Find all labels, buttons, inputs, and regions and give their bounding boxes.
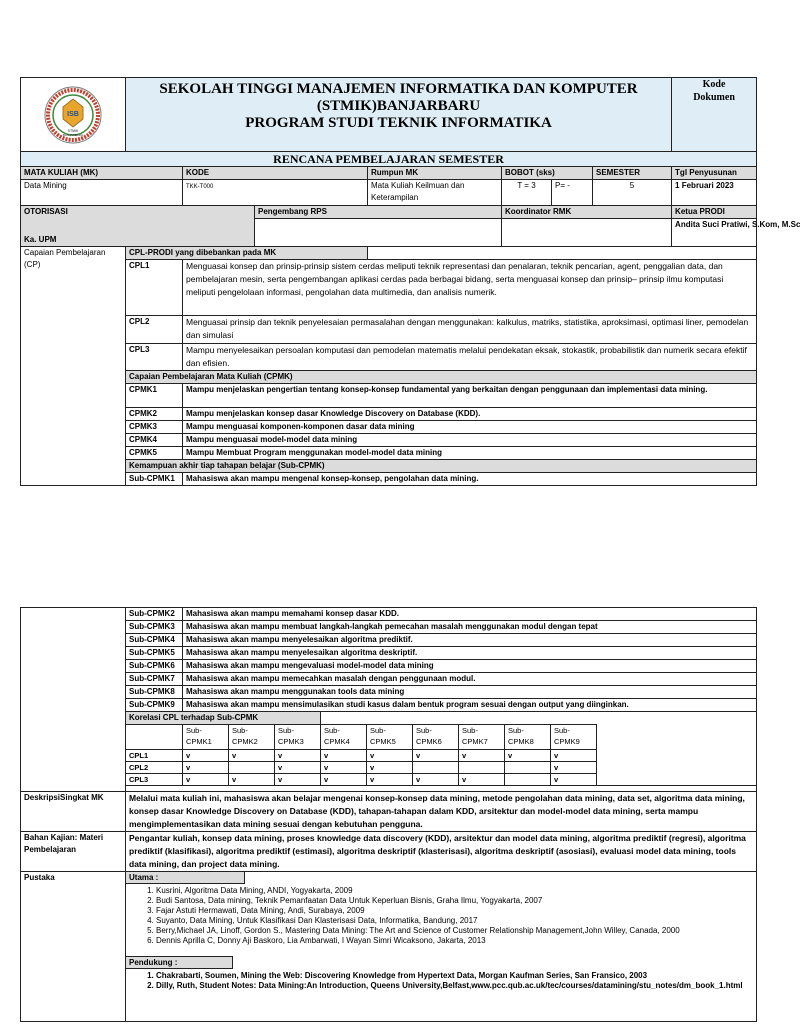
korelasi-cell: v <box>413 750 459 762</box>
korelasi-tail <box>597 762 757 774</box>
utama-item: 6. Dennis Aprilla C, Donny Aji Baskoro, Lia Ambarwati, I Wayan Simri Wicaksono, Jakarta, 2013 <box>156 936 756 946</box>
sub-cpmk-code: Sub-CPMK2 <box>126 608 183 621</box>
korelasi-cell: v <box>275 750 321 762</box>
utama-item: 2. Budi Santosa, Data mining, Teknik Pemanfaatan Data Untuk Keperluan Bisnis, Graha Ilmu, Yogyakarta, 2007 <box>156 896 756 906</box>
course-kode <box>183 180 368 206</box>
sub-cpmk-code: Sub-CPMK5 <box>126 647 183 660</box>
stmik-logo <box>43 85 103 145</box>
utama-item: 4. Suyanto, Data Mining, Untuk Klasifikasi Dan Klasterisasi Data, Informatika, Bandung, 2017 <box>156 916 756 926</box>
korelasi-cell: v <box>275 762 321 774</box>
korelasi-col-header-line-1: Sub- <box>462 726 478 735</box>
hdr-kode: KODE <box>183 167 368 180</box>
pendukung-item: 2. Dilly, Ruth, Student Notes: Data Mining:An Introduction, Queens University,Belfast,www.pcc.qub.ac.uk/tec/courses/datamining/stu_notes/dm_book_1.html <box>156 981 756 991</box>
cp-label-continued <box>21 608 126 792</box>
korelasi-cell: v <box>505 750 551 762</box>
cp-label <box>21 247 126 486</box>
korelasi-col-header-line-2: CPMK6 <box>416 737 442 746</box>
korelasi-cell: v <box>183 750 229 762</box>
pendukung-list <box>126 971 756 991</box>
korelasi-col-header <box>413 725 459 750</box>
hdr-semester: SEMESTER <box>593 167 672 180</box>
pustaka-content <box>126 872 757 1022</box>
korelasi-heading-spacer <box>321 712 757 725</box>
pustaka-label: Pustaka <box>21 872 126 1022</box>
korelasi-cell: v <box>367 750 413 762</box>
title-line-3: PROGRAM STUDI TEKNIK INFORMATIKA <box>245 115 552 131</box>
sub-cpmk-code: Sub-CPMK8 <box>126 686 183 699</box>
korelasi-col-header-line-1: Sub- <box>186 726 202 735</box>
cpmk5-code: CPMK5 <box>126 447 183 460</box>
koordinator-label: Koordinator RMK <box>502 206 672 219</box>
korelasi-col-header <box>229 725 275 750</box>
doc-code-cell <box>672 78 757 152</box>
korelasi-col-header-line-1: Sub- <box>554 726 570 735</box>
korelasi-col-header-line-1: Sub- <box>232 726 248 735</box>
bahan-label-line-2: Pembelajaran <box>24 845 77 854</box>
korelasi-row-label: CPL2 <box>126 762 183 774</box>
bahan-text: Pengantar kuliah, konsep data mining, proses knowledge data discovery (KDD), arsitektur dan model data mining, algoritma prediktif (regresi), algoritma prediktif (klasifikasi), algoritma prediktif (estimasi), algoritma deskriptif (klasterisasi), algoritma deskriptif (asosiasi), evaluasi model data mining, tools data mining, dan project data mining. <box>126 832 757 872</box>
course-name: Data Mining <box>21 180 183 206</box>
utama-item: 3. Fajar Astuti Hermawati, Data Mining, Andi, Surabaya, 2009 <box>156 906 756 916</box>
korelasi-cell <box>505 774 551 786</box>
korelasi-col-header-line-1: Sub- <box>324 726 340 735</box>
korelasi-col-header-line-2: CPMK3 <box>278 737 304 746</box>
koordinator-value <box>502 219 672 247</box>
korelasi-cell: v <box>183 762 229 774</box>
title-line-2: (STMIK)BANJARBARU <box>316 98 481 114</box>
hdr-bobot: BOBOT (sks) <box>502 167 593 180</box>
sub-cpmk-code: Sub-CPMK4 <box>126 634 183 647</box>
rps-page-2 <box>20 607 757 1022</box>
korelasi-cell: v <box>459 750 505 762</box>
pengembang-label: Pengembang RPS <box>255 206 502 219</box>
pendukung-item: 1. Chakrabarti, Soumen, Mining the Web: Discovering Knowledge from Hypertext Data, Morgan Kaufman Series, San Fransico, 2003 <box>156 971 756 981</box>
sub-cpmk1-code: Sub-CPMK1 <box>126 473 183 486</box>
sub-cpmk-code: Sub-CPMK3 <box>126 621 183 634</box>
korelasi-cell: v <box>551 750 597 762</box>
ka-upm-label: Ka. UPM <box>24 235 57 244</box>
hdr-mata-kuliah: MATA KULIAH (MK) <box>21 167 183 180</box>
sub-cpmk-code: Sub-CPMK7 <box>126 673 183 686</box>
utama-list <box>126 886 756 946</box>
korelasi-col-header-line-2: CPMK5 <box>370 737 396 746</box>
korelasi-col-header <box>551 725 597 750</box>
course-p: P= - <box>552 180 593 206</box>
cpmk1-text: Mampu menjelaskan pengertian tentang konsep-konsep fundamental yang berkaitan dengan penggunaan dan implementasi data mining. <box>183 384 757 408</box>
korelasi-col-header <box>183 725 229 750</box>
korelasi-heading: Korelasi CPL terhadap Sub-CPMK <box>126 712 321 725</box>
cpl2-text: Menguasai prinsip dan teknik penyelesaian permasalahan dengan menggunakan: kalkulus, matriks, statistika, aproksimasi, optimasi liner, pemodelan dan simulasi <box>183 316 757 344</box>
sub-cpmk-code: Sub-CPMK6 <box>126 660 183 673</box>
sub-cpmk-text: Mahasiswa akan mampu memahami konsep dasar KDD. <box>183 608 757 621</box>
rps-page-1 <box>20 77 800 486</box>
sub-cpmk-text: Mahasiswa akan mampu menyelesaikan algoritma deskriptif. <box>183 647 757 660</box>
cpmk3-text: Mampu menguasai komponen-komponen dasar data mining <box>183 421 757 434</box>
deskripsi-label: DeskripsiSingkat MK <box>21 792 126 832</box>
korelasi-col-header-line-2: CPMK7 <box>462 737 488 746</box>
logo-text-1: STMIK <box>67 128 79 133</box>
rps-title: RENCANA PEMBELAJARAN SEMESTER <box>21 152 757 167</box>
deskripsi-text: Melalui mata kuliah ini, mahasiswa akan belajar mengenai konsep-konsep data mining, metode pengolahan data mining, data set, algoritma data mining, konsep dasar Knowledge Discovery on Database (KDD), tahapan-tahapan dalam KDD, arsitektur dan model-model data mining, serta mampu mengimplementasikan data mining sesuai dengan kebutuhan pengguna. <box>126 792 757 832</box>
institution-title <box>126 78 672 152</box>
korelasi-col-header <box>275 725 321 750</box>
pengembang-value <box>255 219 502 247</box>
cpmk4-code: CPMK4 <box>126 434 183 447</box>
svg-text:ISB: ISB <box>67 110 79 118</box>
cpl2-code: CPL2 <box>126 316 183 344</box>
sub-cpmk1-text: Mahasiswa akan mampu mengenal konsep-konsep, pengolahan data mining. <box>183 473 757 486</box>
course-rumpun: Mata Kuliah Keilmuan dan Keterampilan <box>368 180 502 206</box>
sub-cpmk-text: Mahasiswa akan mampu menggunakan tools data mining <box>183 686 757 699</box>
korelasi-tail <box>597 750 757 762</box>
cpl3-code: CPL3 <box>126 344 183 371</box>
sub-cpmk-text: Mahasiswa akan mampu mengevaluasi model-model data mining <box>183 660 757 673</box>
korelasi-col-header <box>505 725 551 750</box>
korelasi-col-header-line-2: CPMK4 <box>324 737 350 746</box>
sub-cpmk-text: Mahasiswa akan mampu membuat langkah-langkah pemecahan masalah menggunakan modul dengan tepat <box>183 621 757 634</box>
korelasi-cell <box>459 762 505 774</box>
korelasi-tail <box>597 774 757 786</box>
otorisasi-label: OTORISASI <box>24 207 68 216</box>
course-semester: 5 <box>593 180 672 206</box>
logo-cell <box>21 78 126 152</box>
sub-cpmk-text: Mahasiswa akan mampu menyelesaikan algoritma prediktif. <box>183 634 757 647</box>
korelasi-row-label: CPL3 <box>126 774 183 786</box>
korelasi-cell: v <box>459 774 505 786</box>
korelasi-cell: v <box>367 762 413 774</box>
korelasi-col-header-line-1: Sub- <box>278 726 294 735</box>
hdr-rumpun: Rumpun MK <box>368 167 502 180</box>
cpmk4-text: Mampu menguasai model-model data mining <box>183 434 757 447</box>
sub-cpmk-text: Mahasiswa akan mampu memecahkan masalah dengan penggunaan modul. <box>183 673 757 686</box>
korelasi-col-header-line-2: CPMK2 <box>232 737 258 746</box>
korelasi-corner <box>126 725 183 750</box>
cpmk5-text: Mampu Membuat Program menggunakan model-model data mining <box>183 447 757 460</box>
utama-label: Utama : <box>126 872 245 884</box>
otorisasi-cell <box>21 206 255 247</box>
korelasi-col-header-line-2: CPMK1 <box>186 737 212 746</box>
korelasi-col-header-line-2: CPMK8 <box>508 737 534 746</box>
korelasi-cell: v <box>321 762 367 774</box>
korelasi-cell: v <box>183 774 229 786</box>
cpmk-heading: Capaian Pembelajaran Mata Kuliah (CPMK) <box>126 371 757 384</box>
title-line-1: SEKOLAH TINGGI MANAJEMEN INFORMATIKA DAN KOMPUTER <box>159 81 638 97</box>
sub-cpmk-heading: Kemampuan akhir tiap tahapan belajar (Sub-CPMK) <box>126 460 757 473</box>
korelasi-col-header-line-2: CPMK9 <box>554 737 580 746</box>
hdr-tgl: Tgl Penyusunan <box>672 167 757 180</box>
korelasi-cell <box>229 762 275 774</box>
cpmk2-code: CPMK2 <box>126 408 183 421</box>
korelasi-cell: v <box>551 762 597 774</box>
course-tgl: 1 Februari 2023 <box>672 180 757 206</box>
sub-cpmk-code: Sub-CPMK9 <box>126 699 183 712</box>
course-t: T = 3 <box>502 180 552 206</box>
cpl-heading: CPL-PRODI yang dibebankan pada MK <box>126 247 368 260</box>
korelasi-col-header <box>367 725 413 750</box>
cpmk2-text: Mampu menjelaskan konsep dasar Knowledge Discovery on Database (KDD). <box>183 408 757 421</box>
korelasi-cell <box>413 762 459 774</box>
sub-cpmk-text: Mahasiswa akan mampu mensimulasikan studi kasus dalam bentuk program sesuai dengan output yang diinginkan. <box>183 699 757 712</box>
korelasi-cell: v <box>321 774 367 786</box>
cpmk3-code: CPMK3 <box>126 421 183 434</box>
cpl3-text: Mampu menyelesaikan persoalan komputasi dan pemodelan matematis melalui pendekatan eksak, stokastik, probabilistik dan numerik secara efektif dan efisien. <box>183 344 757 371</box>
korelasi-cell: v <box>275 774 321 786</box>
bahan-label <box>21 832 126 872</box>
korelasi-cell: v <box>229 750 275 762</box>
korelasi-cell <box>505 762 551 774</box>
doc-code-label-2: Dokumen <box>693 92 735 103</box>
ketua-label: Ketua PRODI <box>672 206 757 219</box>
korelasi-col-header <box>321 725 367 750</box>
cpmk1-code: CPMK1 <box>126 384 183 408</box>
korelasi-tail <box>597 725 757 750</box>
doc-code-label-1: Kode <box>702 79 726 90</box>
korelasi-cell: v <box>229 774 275 786</box>
cpl1-code: CPL1 <box>126 260 183 316</box>
korelasi-cell: v <box>551 774 597 786</box>
korelasi-cell: v <box>321 750 367 762</box>
utama-item: 5. Berry,Michael JA, Linoff, Gordon S., Mastering Data Mining: The Art and Science of Customer Relationship Management,John Willey, Canada, 2000 <box>156 926 756 936</box>
course-kode-text: TKK-T000 <box>186 184 214 190</box>
bahan-label-line-1: Bahan Kajian: Materi <box>24 833 104 842</box>
korelasi-row-label: CPL1 <box>126 750 183 762</box>
korelasi-col-header-line-1: Sub- <box>416 726 432 735</box>
cp-label-line-2: (CP) <box>24 260 41 269</box>
korelasi-cell: v <box>413 774 459 786</box>
logo-text-2: BANJARBARU <box>62 132 84 137</box>
korelasi-cell: v <box>367 774 413 786</box>
cp-label-line-1: Capaian Pembelajaran <box>24 248 106 257</box>
ketua-name: Andita Suci Pratiwi, S.Kom, M.Sc <box>672 219 757 247</box>
korelasi-col-header <box>459 725 505 750</box>
utama-item: 1. Kusrini, Algoritma Data Mining, ANDI, Yogyakarta, 2009 <box>156 886 756 896</box>
cpl1-text: Menguasai konsep dan prinsip-prinsip sistem cerdas meliputi teknik representasi dan penalaran, teknik pencarian, agent, penggalian data, dan pembelajaran mesin, serta pengembangan aplikasi cerdas pada berbagai bidang, serta menguasai konsep dan prinsip– prinsip ilmu komputasi meliputi pengelolaan informasi, pengolahan data multimedia, dan analisis numerik. <box>183 260 757 316</box>
pendukung-label: Pendukung : <box>126 956 233 969</box>
korelasi-col-header-line-1: Sub- <box>508 726 524 735</box>
korelasi-col-header-line-1: Sub- <box>370 726 386 735</box>
